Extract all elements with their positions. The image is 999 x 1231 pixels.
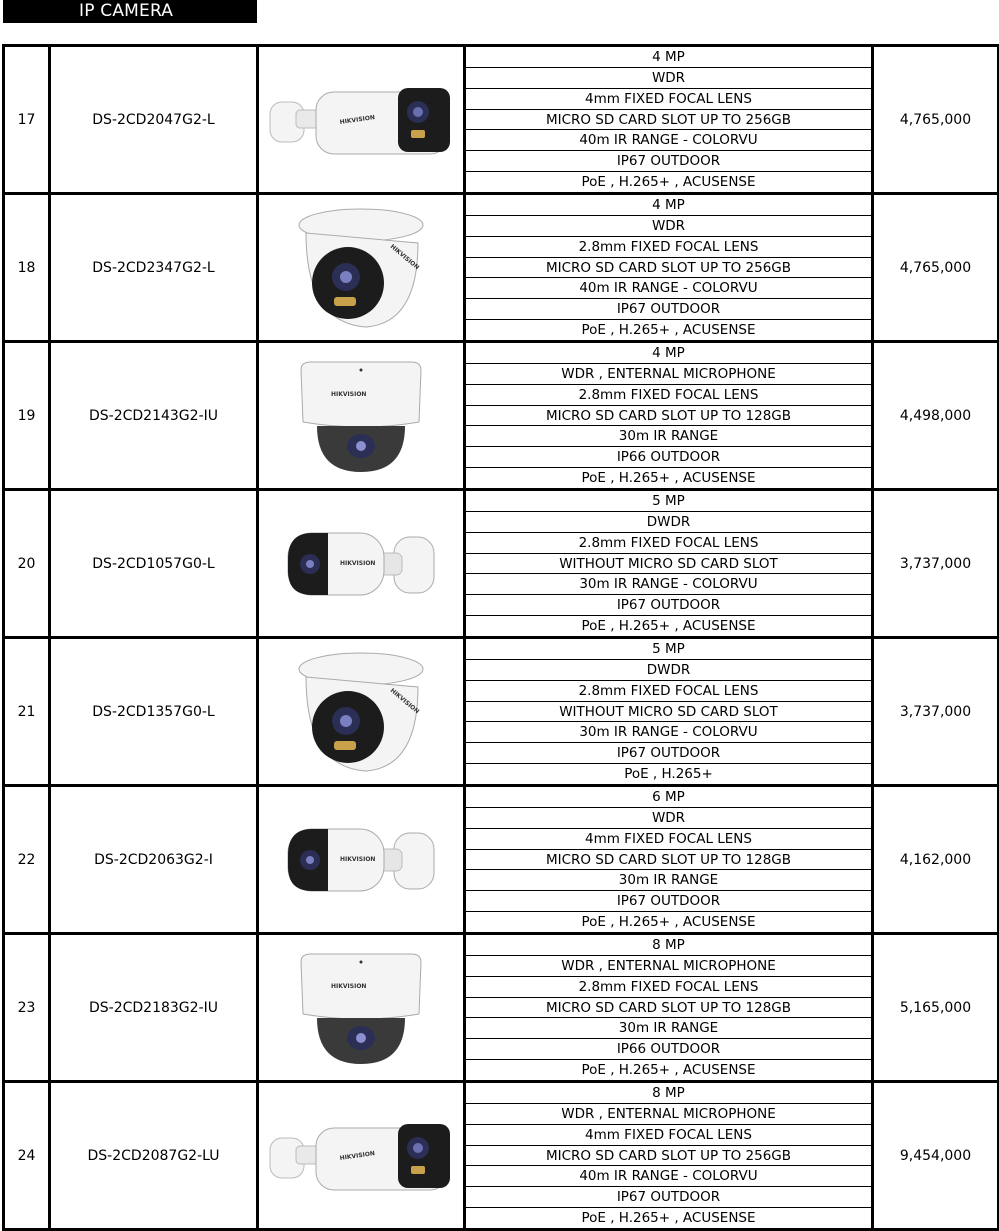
camera-picture — [276, 519, 446, 609]
spec-list — [466, 343, 871, 488]
product-price: 4,498,000 — [873, 342, 999, 490]
product-number: 22 — [4, 786, 50, 934]
product-model: DS-2CD1057G0-L — [50, 490, 258, 638]
spec-line: IP67 OUTDOOR — [466, 1187, 871, 1208]
spec-line: 4mm FIXED FOCAL LENS — [466, 89, 871, 110]
camera-picture — [286, 203, 436, 333]
spec-line: MICRO SD CARD SLOT UP TO 256GB — [466, 110, 871, 131]
product-row — [4, 638, 999, 786]
product-specs — [465, 786, 873, 934]
product-model: DS-2CD2063G2-I — [50, 786, 258, 934]
product-price: 3,737,000 — [873, 638, 999, 786]
product-table — [2, 44, 999, 1231]
spec-line: 40m IR RANGE - COLORVU — [466, 1166, 871, 1187]
spec-line: WDR — [466, 808, 871, 829]
svg-text:HIKVISION: HIKVISION — [331, 390, 367, 398]
product-row — [4, 342, 999, 490]
product-row — [4, 46, 999, 194]
spec-line: 30m IR RANGE — [466, 426, 871, 447]
svg-text:HIKVISION: HIKVISION — [340, 559, 376, 567]
spec-line: WDR — [466, 68, 871, 89]
product-row — [4, 194, 999, 342]
product-specs — [465, 46, 873, 194]
spec-line: 30m IR RANGE - COLORVU — [466, 722, 871, 743]
page-title: IP CAMERA — [3, 0, 257, 23]
spec-line: IP67 OUTDOOR — [466, 891, 871, 912]
product-number: 19 — [4, 342, 50, 490]
spec-line: 4 MP — [466, 343, 871, 364]
product-number: 23 — [4, 934, 50, 1082]
spec-line: MICRO SD CARD SLOT UP TO 256GB — [466, 258, 871, 279]
product-image — [258, 1082, 465, 1230]
product-image — [258, 786, 465, 934]
product-model: DS-2CD2143G2-IU — [50, 342, 258, 490]
spec-line: WDR — [466, 216, 871, 237]
spec-line: WDR , ENTERNAL MICROPHONE — [466, 364, 871, 385]
camera-picture — [276, 815, 446, 905]
spec-line: DWDR — [466, 660, 871, 681]
product-image — [258, 46, 465, 194]
spec-list — [466, 1083, 871, 1228]
spec-line: 40m IR RANGE - COLORVU — [466, 130, 871, 151]
spec-line: 2.8mm FIXED FOCAL LENS — [466, 977, 871, 998]
product-specs — [465, 934, 873, 1082]
spec-line: IP67 OUTDOOR — [466, 299, 871, 320]
spec-line: PoE , H.265+ , ACUSENSE — [581, 1210, 756, 1227]
svg-text:HIKVISION: HIKVISION — [340, 855, 376, 863]
spec-line: MICRO SD CARD SLOT UP TO 256GB — [466, 1146, 871, 1167]
spec-line: 30m IR RANGE — [466, 1018, 871, 1039]
spec-line: 5 MP — [466, 639, 871, 660]
product-image — [258, 194, 465, 342]
spec-line: 2.8mm FIXED FOCAL LENS — [466, 237, 871, 258]
svg-text:HIKVISION: HIKVISION — [339, 1149, 376, 1162]
product-row — [4, 1082, 999, 1230]
spec-line: PoE , H.265+ , ACUSENSE — [581, 618, 756, 635]
spec-line: IP67 OUTDOOR — [466, 151, 871, 172]
svg-text:HIKVISION: HIKVISION — [388, 686, 421, 715]
spec-line: PoE , H.265+ , ACUSENSE — [581, 1062, 756, 1079]
spec-list — [466, 47, 871, 192]
product-row — [4, 786, 999, 934]
spec-line: 4 MP — [466, 195, 871, 216]
spec-line: 30m IR RANGE — [466, 870, 871, 891]
svg-text:HIKVISION: HIKVISION — [331, 982, 367, 990]
product-number: 24 — [4, 1082, 50, 1230]
camera-picture — [266, 80, 456, 160]
product-image — [258, 638, 465, 786]
product-model: DS-2CD2087G2-LU — [50, 1082, 258, 1230]
spec-line: IP67 OUTDOOR — [466, 743, 871, 764]
product-price: 4,162,000 — [873, 786, 999, 934]
product-specs — [465, 194, 873, 342]
svg-text:HIKVISION: HIKVISION — [339, 113, 376, 126]
product-price: 3,737,000 — [873, 490, 999, 638]
product-number: 21 — [4, 638, 50, 786]
camera-picture — [291, 948, 431, 1068]
product-number: 17 — [4, 46, 50, 194]
camera-picture — [291, 356, 431, 476]
spec-line: WITHOUT MICRO SD CARD SLOT — [466, 554, 871, 575]
product-number: 18 — [4, 194, 50, 342]
product-price: 4,765,000 — [873, 46, 999, 194]
spec-line: IP67 OUTDOOR — [466, 595, 871, 616]
spec-line: DWDR — [466, 512, 871, 533]
spec-line: 4mm FIXED FOCAL LENS — [466, 1125, 871, 1146]
product-image — [258, 342, 465, 490]
spec-line: WDR , ENTERNAL MICROPHONE — [466, 1104, 871, 1125]
product-specs — [465, 490, 873, 638]
product-specs — [465, 638, 873, 786]
spec-line: WITHOUT MICRO SD CARD SLOT — [466, 702, 871, 723]
spec-line: MICRO SD CARD SLOT UP TO 128GB — [466, 406, 871, 427]
spec-line: 4mm FIXED FOCAL LENS — [466, 829, 871, 850]
camera-picture — [286, 647, 436, 777]
product-rows — [4, 46, 999, 1230]
product-image — [258, 934, 465, 1082]
spec-list — [466, 195, 871, 340]
spec-line: PoE , H.265+ , ACUSENSE — [581, 322, 756, 339]
spec-line: MICRO SD CARD SLOT UP TO 128GB — [466, 850, 871, 871]
spec-line: 8 MP — [466, 935, 871, 956]
spec-line: PoE , H.265+ , ACUSENSE — [581, 174, 756, 191]
spec-list — [466, 491, 871, 636]
spec-line: MICRO SD CARD SLOT UP TO 128GB — [466, 998, 871, 1019]
spec-line: IP66 OUTDOOR — [466, 1039, 871, 1060]
product-image — [258, 490, 465, 638]
product-row — [4, 490, 999, 638]
spec-line: 2.8mm FIXED FOCAL LENS — [466, 681, 871, 702]
svg-text:HIKVISION: HIKVISION — [388, 242, 421, 271]
product-model: DS-2CD2047G2-L — [50, 46, 258, 194]
spec-line: 5 MP — [466, 491, 871, 512]
product-specs — [465, 342, 873, 490]
spec-line: 2.8mm FIXED FOCAL LENS — [466, 385, 871, 406]
product-row — [4, 934, 999, 1082]
product-model: DS-2CD2183G2-IU — [50, 934, 258, 1082]
spec-list — [466, 639, 871, 784]
spec-list — [466, 787, 871, 932]
spec-line: PoE , H.265+ — [624, 766, 713, 783]
spec-line: PoE , H.265+ , ACUSENSE — [581, 470, 756, 487]
product-price: 4,765,000 — [873, 194, 999, 342]
product-price: 9,454,000 — [873, 1082, 999, 1230]
product-number: 20 — [4, 490, 50, 638]
spec-line: WDR , ENTERNAL MICROPHONE — [466, 956, 871, 977]
spec-line: 40m IR RANGE - COLORVU — [466, 278, 871, 299]
camera-picture — [266, 1116, 456, 1196]
spec-line: 2.8mm FIXED FOCAL LENS — [466, 533, 871, 554]
spec-line: 8 MP — [466, 1083, 871, 1104]
product-model: DS-2CD1357G0-L — [50, 638, 258, 786]
spec-line: PoE , H.265+ , ACUSENSE — [581, 914, 756, 931]
product-model: DS-2CD2347G2-L — [50, 194, 258, 342]
spec-line: 30m IR RANGE - COLORVU — [466, 574, 871, 595]
spec-list — [466, 935, 871, 1080]
spec-line: 6 MP — [466, 787, 871, 808]
product-specs — [465, 1082, 873, 1230]
spec-line: 4 MP — [466, 47, 871, 68]
spec-line: IP66 OUTDOOR — [466, 447, 871, 468]
product-price: 5,165,000 — [873, 934, 999, 1082]
